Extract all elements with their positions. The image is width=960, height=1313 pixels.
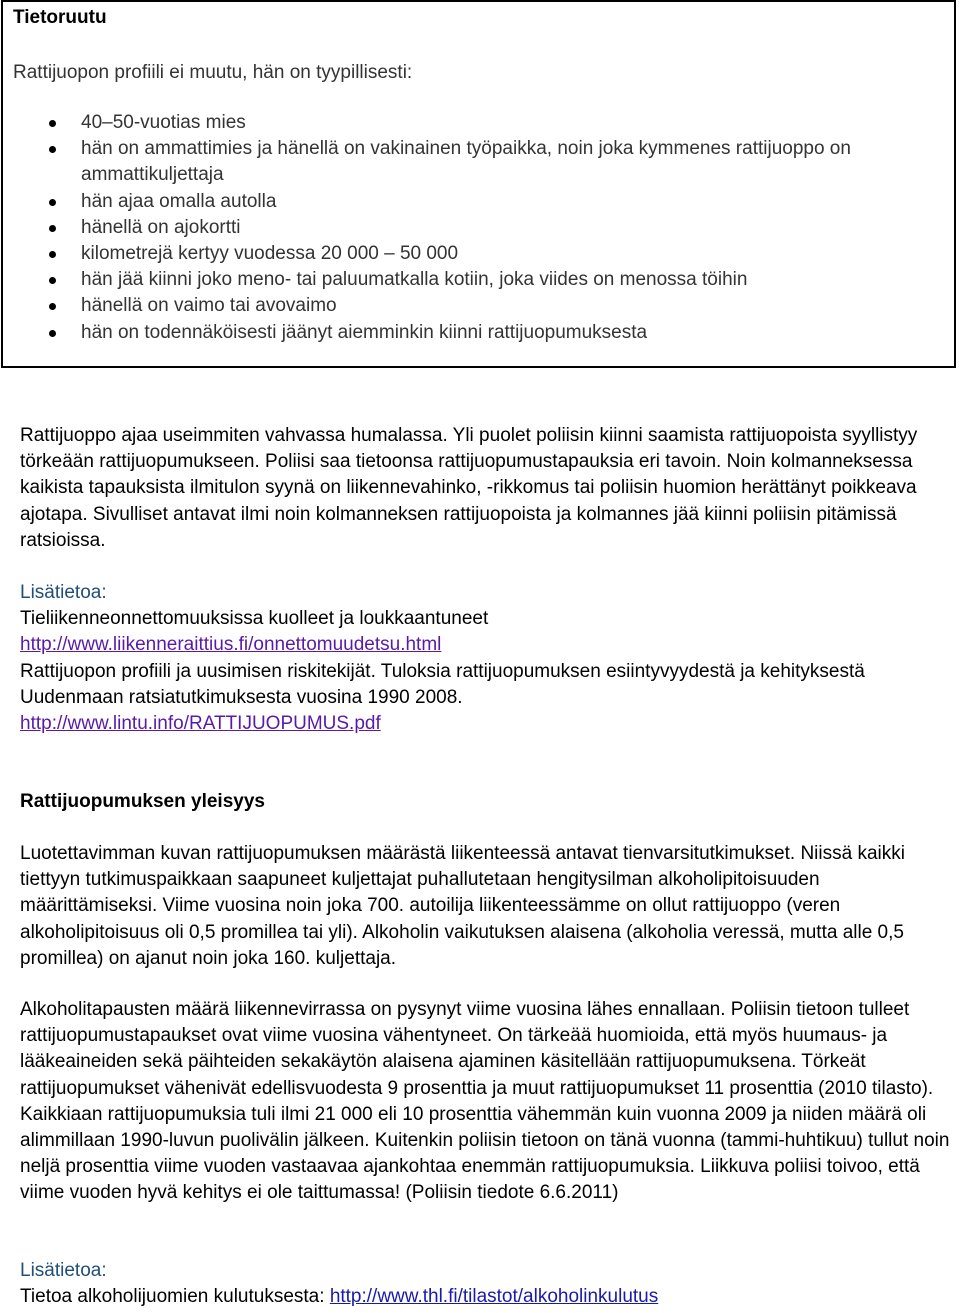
list-item: hänellä on ajokortti xyxy=(3,215,941,241)
list-item: 40–50-vuotias mies xyxy=(3,110,941,136)
bullet-icon xyxy=(49,120,56,127)
list-item: hänellä on vaimo tai avovaimo xyxy=(3,293,941,319)
report-pdf-link[interactable]: http://www.lintu.info/RATTIJUOPUMUS.pdf xyxy=(20,713,381,735)
more-info-block-1 xyxy=(20,580,950,737)
bullet-icon xyxy=(49,225,56,232)
section-heading: Rattijuopumuksen yleisyys xyxy=(20,791,265,812)
list-item: hän on todennäköisesti jäänyt aiemminkin kiinni rattijuopumuksesta xyxy=(3,320,941,346)
profile-bullet-list xyxy=(3,110,953,346)
alcohol-consumption-link[interactable]: http://www.thl.fi/tilastot/alkoholinkulutus xyxy=(329,1286,659,1308)
bullet-icon xyxy=(49,199,56,206)
list-item: hän jää kiinni joko meno- tai paluumatkalla kotiin, joka viides on menossa töihin xyxy=(3,267,941,293)
more-info-line: Rattijuopon profiili ja uusimisen riskitekijät. Tuloksia rattijuopumuksen esiintyvyydestä ja kehityksestä Uudenmaan ratsiatutkimuksesta vuosina 1990 2008. xyxy=(20,660,865,708)
paragraph-trends: Alkoholitapausten määrä liikennevirrassa on pysynyt viime vuosina lähes ennallaan. Poliisin tietoon tulleet rattijuopumustapaukset ovat viime vuosina vähentyneet. On tärkeää huomioida, että myös huumaus- ja lääkeaineiden sekä päihteiden sekakäytön alaisena ajaminen käsitellään rattijuopumuksena. Törkeät rattijuopumukset vähenivät edellisvuodesta 9 prosenttia ja muut rattijuopumukset 11 prosenttia (2010 tilasto). Kaikkiaan rattijuopumuksia tuli ilmi 21 000 eli 10 prosenttia vähemmän kuin vuonna 2009 ja niiden määrä oli alimmillaan 1990-luvun puolivälin jälkeen. Kuitenkin poliisin tietoon on tänä vuonna (tammi-huhtikuu) tullut noin neljä prosenttia viime vuoden vastaavaa ajankohtaa enemmän rattijuopumuksia. Liikkuva poliisi toivoo, että viime vuoden hyvä kehitys ei ole taittumassa! (Poliisin tiedote 6.6.2011) xyxy=(20,999,950,1204)
accident-statistics-link[interactable]: http://www.liikenneraittius.fi/onnettomuudetsu.html xyxy=(20,634,442,656)
bullet-icon xyxy=(49,303,56,310)
bullet-icon xyxy=(49,277,56,284)
list-item: hän ajaa omalla autolla xyxy=(3,189,941,215)
list-item: hän on ammattimies ja hänellä on vakinainen työpaikka, noin joka kymmenes rattijuoppo on ammattikuljettaja xyxy=(3,136,941,188)
more-info-line: Tietoa alkoholijuomien kulutuksesta: http://www.thl.fi/tilastot/alkoholinkulutus xyxy=(20,1286,659,1308)
list-item: kilometrejä kertyy vuodessa 20 000 – 50 000 xyxy=(3,241,941,267)
bullet-icon xyxy=(49,330,56,337)
paragraph-prevalence: Luotettavimman kuvan rattijuopumuksen määrästä liikenteessä antavat tienvarsitutkimukset. Niissä kaikki tiettyyn tutkimuspaikkaan saapuneet kuljettajat puhallutetaan hengitysilman alkoholipitoisuuden määrittämiseksi. Viime vuosina noin joka 700. autoilija liikenteessämme on ollut rattijuoppo (veren alkoholipitoisuus oli 0,5 promillea tai yli). Alkoholin vaikutuksen alaisena (alkoholia veressä, mutta alle 0,5 promillea) on ajanut noin joka 160. kuljettaja. xyxy=(20,843,905,969)
more-info-label: Lisätietoa: xyxy=(20,1260,107,1281)
info-box xyxy=(1,0,956,368)
info-box-title: Tietoruutu xyxy=(13,7,107,28)
info-box-intro: Rattijuopon profiili ei muutu, hän on tyypillisesti: xyxy=(13,62,413,83)
more-info-label: Lisätietoa: xyxy=(20,582,107,603)
more-info-line: Tieliikenneonnettomuuksissa kuolleet ja loukkaantuneet xyxy=(20,608,489,630)
paragraph-drunk-driving-intro: Rattijuoppo ajaa useimmiten vahvassa humalassa. Yli puolet poliisin kiinni saamista rattijuopoista syyllistyy törkeään rattijuopumukseen. Poliisi saa tietoonsa rattijuopumustapauksia eri tavoin. Noin kolmanneksessa kaikista tapauksista ilmitulon syynä on liikennevahinko, -rikkomus tai poliisin huomion herättänyt poikkeava ajotapa. Sivulliset antavat ilmi noin kolmanneksen rattijuopoista ja kolmannes jää kiinni poliisin pitämissä ratsioissa. xyxy=(20,425,918,551)
bullet-icon xyxy=(49,251,56,258)
bullet-icon xyxy=(49,146,56,153)
more-info-block-2 xyxy=(20,1258,950,1310)
